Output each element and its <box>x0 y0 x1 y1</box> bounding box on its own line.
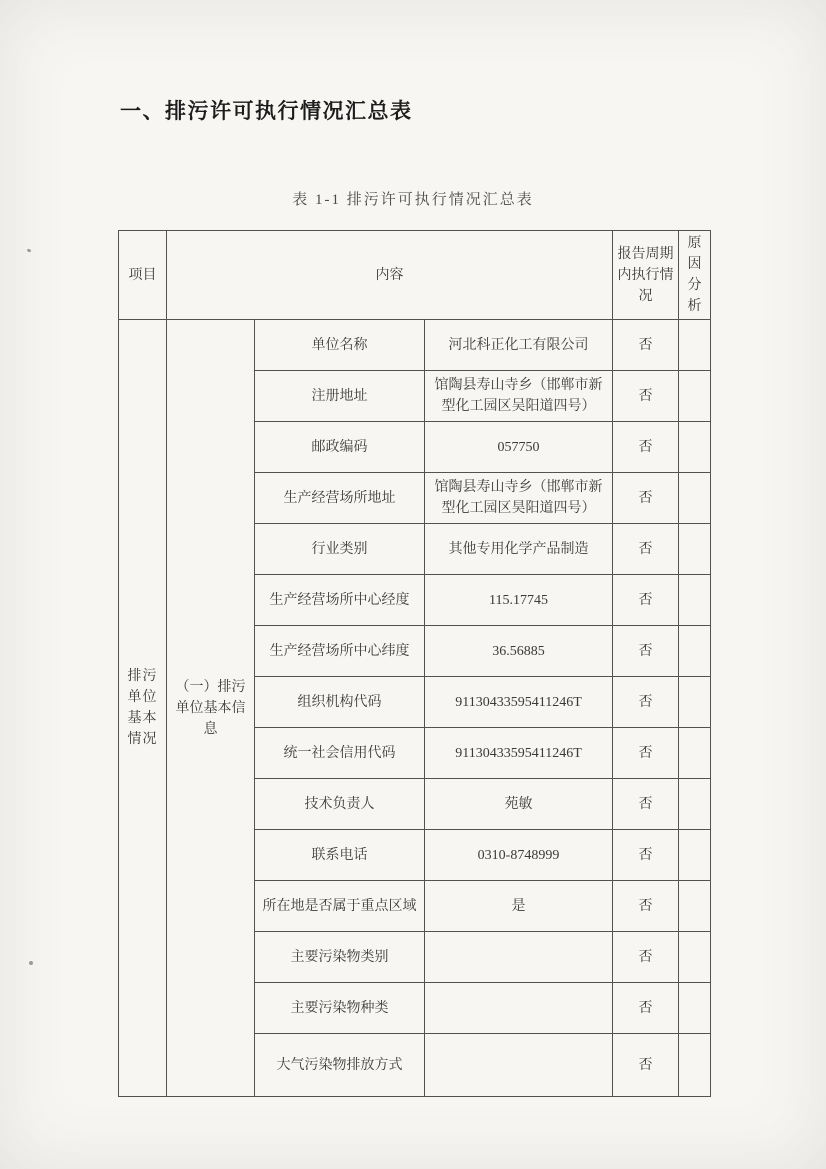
summary-table-body <box>119 320 711 1097</box>
row-label: 单位名称 <box>255 320 425 371</box>
row-reason <box>679 320 711 371</box>
scan-artifact <box>29 961 33 965</box>
row-label: 大气污染物排放方式 <box>255 1034 425 1097</box>
row-execution: 否 <box>613 881 679 932</box>
summary-table <box>118 230 711 1097</box>
row-value: 0310-8748999 <box>425 830 613 881</box>
row-reason <box>679 1034 711 1097</box>
row-execution: 否 <box>613 473 679 524</box>
row-reason <box>679 473 711 524</box>
row-label: 主要污染物种类 <box>255 983 425 1034</box>
row-label: 生产经营场所中心经度 <box>255 575 425 626</box>
row-label: 统一社会信用代码 <box>255 728 425 779</box>
row-reason <box>679 983 711 1034</box>
row-value <box>425 932 613 983</box>
row-reason <box>679 677 711 728</box>
row-execution: 否 <box>613 575 679 626</box>
row-reason <box>679 371 711 422</box>
row-value: 057750 <box>425 422 613 473</box>
header-execution: 报告周期内执行情况 <box>613 231 679 320</box>
row-value: 91130433595411246T <box>425 728 613 779</box>
row-value: 36.56885 <box>425 626 613 677</box>
row-label: 生产经营场所中心纬度 <box>255 626 425 677</box>
header-row <box>119 231 711 320</box>
row-execution: 否 <box>613 524 679 575</box>
row-reason <box>679 422 711 473</box>
row-label: 联系电话 <box>255 830 425 881</box>
row-reason <box>679 779 711 830</box>
row-reason <box>679 728 711 779</box>
row-value: 91130433595411246T <box>425 677 613 728</box>
row-execution: 否 <box>613 626 679 677</box>
row-value <box>425 983 613 1034</box>
row-label: 生产经营场所地址 <box>255 473 425 524</box>
scan-artifact <box>27 248 32 252</box>
row-label: 行业类别 <box>255 524 425 575</box>
row-reason <box>679 881 711 932</box>
row-execution: 否 <box>613 320 679 371</box>
row-reason <box>679 524 711 575</box>
row-execution: 否 <box>613 677 679 728</box>
row-value: 馆陶县寿山寺乡（邯郸市新型化工园区吴阳道四号） <box>425 371 613 422</box>
header-item: 项目 <box>119 231 167 320</box>
row-value: 115.17745 <box>425 575 613 626</box>
row-label: 技术负责人 <box>255 779 425 830</box>
category-cell: 排污单位基本情况 <box>119 320 167 1097</box>
header-content: 内容 <box>167 231 613 320</box>
row-reason <box>679 932 711 983</box>
page-title: 一、排污许可执行情况汇总表 <box>120 100 413 123</box>
row-execution: 否 <box>613 422 679 473</box>
row-label: 主要污染物类别 <box>255 932 425 983</box>
row-label: 邮政编码 <box>255 422 425 473</box>
row-reason <box>679 575 711 626</box>
row-execution: 否 <box>613 1034 679 1097</box>
row-value <box>425 1034 613 1097</box>
row-execution: 否 <box>613 371 679 422</box>
row-label: 注册地址 <box>255 371 425 422</box>
header-reason: 原因分析 <box>679 231 711 320</box>
row-reason <box>679 830 711 881</box>
section-cell: （一）排污单位基本信息 <box>167 320 255 1097</box>
row-execution: 否 <box>613 728 679 779</box>
table-caption: 表 1-1 排污许可执行情况汇总表 <box>292 192 534 208</box>
row-execution: 否 <box>613 779 679 830</box>
row-value: 苑敏 <box>425 779 613 830</box>
row-value: 是 <box>425 881 613 932</box>
row-value: 其他专用化学产品制造 <box>425 524 613 575</box>
table-row <box>119 320 711 371</box>
row-label: 所在地是否属于重点区域 <box>255 881 425 932</box>
row-execution: 否 <box>613 983 679 1034</box>
row-execution: 否 <box>613 932 679 983</box>
row-execution: 否 <box>613 830 679 881</box>
row-reason <box>679 626 711 677</box>
row-value: 河北科正化工有限公司 <box>425 320 613 371</box>
row-label: 组织机构代码 <box>255 677 425 728</box>
row-value: 馆陶县寿山寺乡（邯郸市新型化工园区昊阳道四号） <box>425 473 613 524</box>
